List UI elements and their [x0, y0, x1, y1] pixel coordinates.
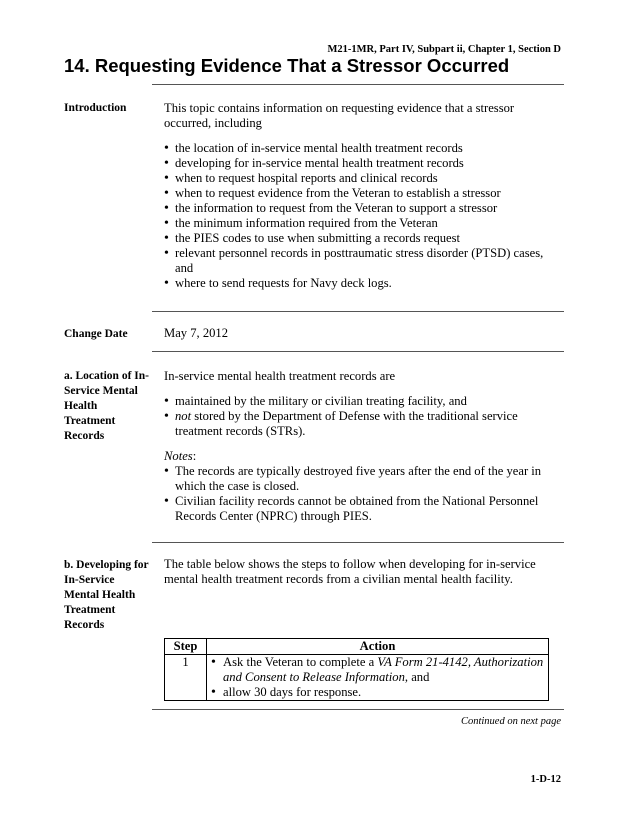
- list-item: • where to send requests for Navy deck logs.: [164, 276, 558, 291]
- list-item: • relevant personnel records in posttraumatic stress disorder (PTSD) cases, and: [164, 246, 558, 276]
- notes-heading: Notes:: [164, 449, 197, 463]
- column-header-step: Step: [165, 639, 207, 655]
- form-name: VA Form 21-4142, Authorization and Consent to Release Information: [223, 655, 544, 684]
- page-title: 14. Requesting Evidence That a Stressor Occurred: [64, 55, 510, 76]
- section-b-lead: The table below shows the steps to follow when developing for in-service mental health treatment records from a civilian mental health facility.: [164, 557, 536, 586]
- action-cell: [207, 655, 549, 701]
- list-item: • Ask the Veteran to complete a VA Form 21-4142, Authorization and Consent to Release Information, and: [211, 655, 544, 685]
- document-reference-header: M21-1MR, Part IV, Subpart ii, Chapter 1, Section D: [327, 44, 561, 55]
- change-date-value: May 7, 2012: [164, 326, 229, 340]
- list-item: • The records are typically destroyed five years after the end of the year in which the case is closed.: [164, 464, 558, 494]
- section-a-label: a. Location of In-Service Mental Health Treatment Records: [64, 370, 149, 442]
- table-row: [165, 655, 549, 701]
- steps-table: [164, 638, 549, 701]
- divider: [152, 84, 564, 85]
- list-item: • Civilian facility records cannot be obtained from the National Personnel Records Center (NPRC) through PIES.: [164, 494, 558, 524]
- list-item: • maintained by the military or civilian treating facility, and: [164, 394, 558, 409]
- divider: [152, 311, 564, 312]
- list-item: • when to request hospital reports and clinical records: [164, 171, 558, 186]
- column-header-action: Action: [207, 639, 549, 655]
- steps-table-wrapper: [164, 638, 549, 701]
- step-number: 1: [165, 655, 207, 701]
- section-a-lead: In-service mental health treatment records are: [164, 369, 396, 383]
- change-date-label: Change Date: [64, 328, 128, 340]
- list-item: • developing for in-service mental health treatment records: [164, 156, 558, 171]
- introduction-lead: This topic contains information on requesting evidence that a stressor occurred, including: [164, 101, 515, 130]
- introduction-label: Introduction: [64, 102, 127, 114]
- notes-list: [164, 464, 558, 524]
- divider: [152, 542, 564, 543]
- list-item: • not stored by the Department of Defense with the traditional service treatment records (STRs).: [164, 409, 558, 439]
- section-b-label: b. Developing for In-Service Mental Health Treatment Records: [64, 559, 149, 631]
- list-item: • when to request evidence from the Veteran to establish a stressor: [164, 186, 558, 201]
- introduction-list: [164, 141, 558, 291]
- table-header-row: [165, 639, 549, 655]
- page-number: 1-D-12: [530, 774, 561, 785]
- list-item: • the minimum information required from the Veteran: [164, 216, 558, 231]
- list-item: • allow 30 days for response.: [211, 685, 544, 700]
- divider: [152, 709, 564, 710]
- divider: [152, 351, 564, 352]
- introduction-body: [164, 101, 558, 291]
- section-a-body: [164, 369, 558, 524]
- list-item: • the information to request from the Veteran to support a stressor: [164, 201, 558, 216]
- section-a-list: [164, 394, 558, 439]
- continued-note: Continued on next page: [460, 716, 561, 727]
- emphasis-text: not: [175, 409, 192, 423]
- list-item: • the location of in-service mental health treatment records: [164, 141, 558, 156]
- list-item: • the PIES codes to use when submitting a records request: [164, 231, 558, 246]
